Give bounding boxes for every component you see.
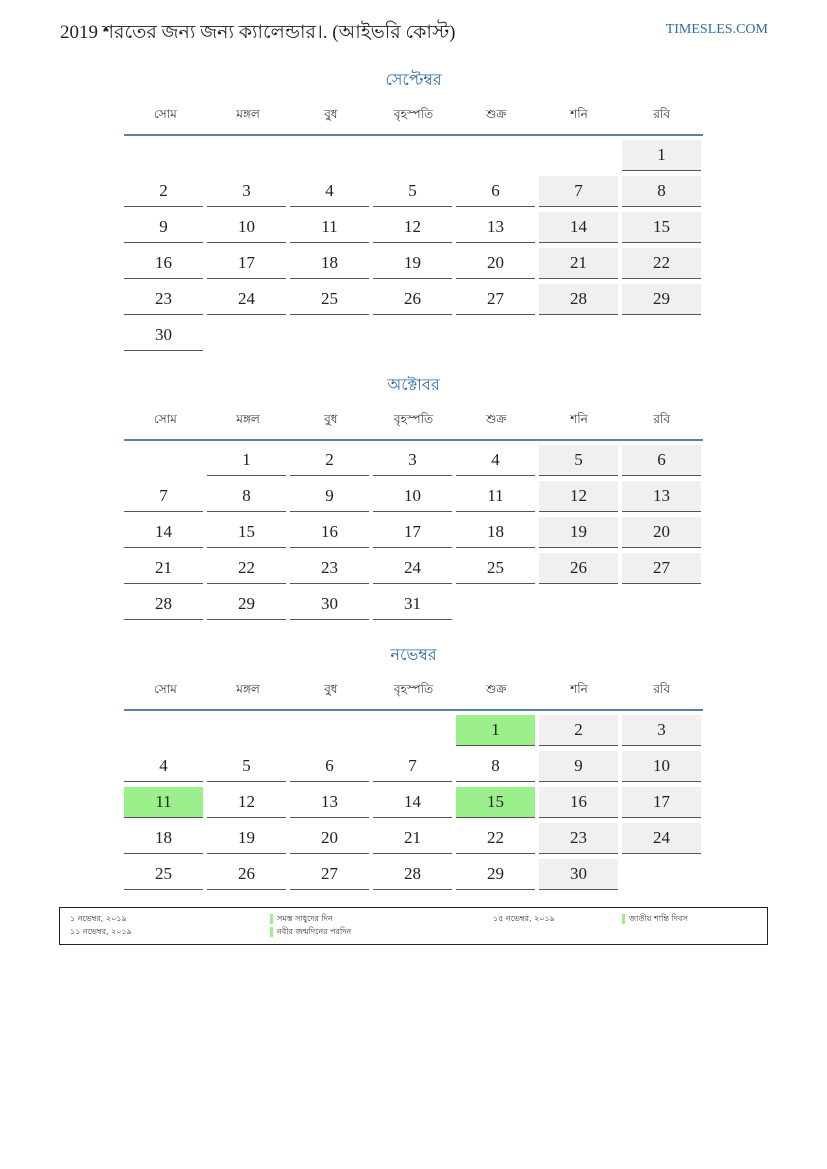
weekday-label: মঙ্গল [236,682,260,696]
day-cell[interactable]: 3 [622,715,701,746]
day-grid [124,711,703,890]
day-cell[interactable]: 16 [124,248,203,279]
day-cell[interactable]: 9 [539,751,618,782]
holiday-day-cell[interactable]: 15 [456,787,535,818]
empty-cell [124,140,203,170]
legend-holiday-name: জাতীয় শান্তি দিবস [622,913,688,925]
holiday-legend [59,907,768,945]
weekday-label: সোম [153,682,177,696]
day-cell[interactable]: 21 [373,823,452,854]
day-cell[interactable]: 3 [373,445,452,476]
weekday-label: শুক্র [486,412,507,426]
empty-cell [207,715,286,745]
day-cell[interactable]: 22 [622,248,701,279]
day-cell[interactable]: 6 [456,176,535,207]
day-cell[interactable]: 25 [124,859,203,890]
day-cell[interactable]: 29 [456,859,535,890]
day-cell[interactable]: 24 [622,823,701,854]
day-cell[interactable]: 27 [456,284,535,315]
legend-date: ১ নভেম্বর, ২০১৯ [70,914,127,923]
weekday-label: বুধ [324,412,338,426]
month-title: নভেম্বর [390,647,437,664]
day-cell[interactable]: 21 [539,248,618,279]
weekday-label: শুক্র [486,682,507,696]
month-calendar [124,645,703,890]
day-cell[interactable]: 28 [373,859,452,890]
day-cell[interactable]: 27 [290,859,369,890]
weekday-label: রবি [653,107,671,121]
day-cell[interactable]: 8 [622,176,701,207]
day-cell[interactable]: 6 [290,751,369,782]
day-cell[interactable]: 13 [456,212,535,243]
day-cell[interactable]: 12 [539,481,618,512]
day-cell[interactable]: 30 [539,859,618,890]
day-cell[interactable]: 23 [539,823,618,854]
day-cell[interactable]: 29 [622,284,701,315]
legend-date: ১৫ নভেম্বর, ২০১৯ [493,914,555,923]
day-cell[interactable]: 22 [207,553,286,584]
day-cell[interactable]: 13 [622,481,701,512]
day-cell[interactable]: 20 [622,517,701,548]
weekday-label: বুধ [324,107,338,121]
day-cell[interactable]: 7 [539,176,618,207]
month-calendar [124,375,703,620]
day-cell[interactable]: 23 [290,553,369,584]
day-cell[interactable]: 25 [290,284,369,315]
weekday-label: মঙ্গল [236,107,260,121]
weekday-label: শুক্র [486,107,507,121]
day-cell[interactable]: 26 [373,284,452,315]
weekday-label: মঙ্গল [236,412,260,426]
day-cell[interactable]: 16 [290,517,369,548]
weekday-header [124,673,703,711]
day-cell[interactable]: 14 [373,787,452,818]
day-cell[interactable]: 11 [456,481,535,512]
day-cell[interactable]: 5 [539,445,618,476]
day-cell[interactable]: 24 [207,284,286,315]
day-cell[interactable]: 7 [124,481,203,512]
legend-holiday-name: নবীর জন্মদিনের পরদিন [270,926,351,938]
day-cell[interactable]: 26 [207,859,286,890]
day-cell[interactable]: 7 [373,751,452,782]
day-cell[interactable]: 24 [373,553,452,584]
day-cell[interactable]: 13 [290,787,369,818]
day-cell[interactable]: 17 [622,787,701,818]
weekday-label: বৃহস্পতি [393,412,434,426]
day-cell[interactable]: 18 [456,517,535,548]
day-cell[interactable]: 2 [290,445,369,476]
day-cell[interactable]: 8 [456,751,535,782]
day-cell[interactable]: 4 [124,751,203,782]
empty-cell [456,140,535,170]
empty-cell [207,140,286,170]
month-title: অক্টোবর [387,377,440,394]
day-cell[interactable]: 27 [622,553,701,584]
day-cell[interactable]: 4 [456,445,535,476]
day-cell[interactable]: 31 [373,589,452,620]
day-cell[interactable]: 10 [622,751,701,782]
holiday-day-cell[interactable]: 11 [124,787,203,818]
page-title: 2019 শরতের জন্য জন্য ক্যালেন্ডার।. (আইভরি কোস্ট) [60,22,456,43]
day-cell[interactable]: 29 [207,589,286,620]
weekday-label: শনি [570,107,588,121]
empty-cell [539,140,618,170]
day-cell[interactable]: 6 [622,445,701,476]
day-cell[interactable]: 1 [207,445,286,476]
day-cell[interactable]: 3 [207,176,286,207]
day-cell[interactable]: 20 [290,823,369,854]
day-grid [124,441,703,620]
empty-cell [373,715,452,745]
day-cell[interactable]: 4 [290,176,369,207]
day-cell[interactable]: 18 [290,248,369,279]
day-cell[interactable]: 23 [124,284,203,315]
weekday-header [124,403,703,441]
empty-cell [124,715,203,745]
weekday-label: সোম [153,107,177,121]
day-cell[interactable]: 28 [124,589,203,620]
day-cell[interactable]: 22 [456,823,535,854]
day-cell[interactable]: 10 [373,481,452,512]
day-cell[interactable]: 26 [539,553,618,584]
day-cell[interactable]: 1 [622,140,701,171]
day-cell[interactable]: 25 [456,553,535,584]
day-cell[interactable]: 5 [207,751,286,782]
day-cell[interactable]: 9 [124,212,203,243]
day-cell[interactable]: 5 [373,176,452,207]
day-grid [124,136,703,351]
day-cell[interactable]: 10 [207,212,286,243]
day-cell[interactable]: 21 [124,553,203,584]
day-cell[interactable]: 2 [539,715,618,746]
day-cell[interactable]: 12 [207,787,286,818]
day-cell[interactable]: 17 [373,517,452,548]
month-calendar [124,70,703,351]
day-cell[interactable]: 8 [207,481,286,512]
day-cell[interactable]: 16 [539,787,618,818]
day-cell[interactable]: 18 [124,823,203,854]
empty-cell [124,445,203,475]
month-title: সেপ্টেম্বর [385,72,442,89]
day-cell[interactable]: 11 [290,212,369,243]
holiday-day-cell[interactable]: 1 [456,715,535,746]
day-cell[interactable]: 17 [207,248,286,279]
day-cell[interactable]: 15 [207,517,286,548]
day-cell[interactable]: 19 [207,823,286,854]
weekday-label: বুধ [324,682,338,696]
day-cell[interactable]: 14 [539,212,618,243]
weekday-label: বৃহস্পতি [393,107,434,121]
legend-date: ১১ নভেম্বর, ২০১৯ [70,927,132,936]
weekday-label: সোম [153,412,177,426]
day-cell[interactable]: 2 [124,176,203,207]
weekday-label: রবি [653,682,671,696]
day-cell[interactable]: 9 [290,481,369,512]
day-cell[interactable]: 19 [373,248,452,279]
empty-cell [290,715,369,745]
empty-cell [373,140,452,170]
weekday-header [124,98,703,136]
day-cell[interactable]: 14 [124,517,203,548]
weekday-label: রবি [653,412,671,426]
empty-cell [290,140,369,170]
site-link[interactable]: TIMESLES.COM [665,22,768,37]
day-cell[interactable]: 20 [456,248,535,279]
day-cell[interactable]: 30 [290,589,369,620]
legend-holiday-name: সমস্ত সাধুদের দিন [270,913,333,925]
day-cell[interactable]: 28 [539,284,618,315]
day-cell[interactable]: 30 [124,320,203,351]
weekday-label: বৃহস্পতি [393,682,434,696]
day-cell[interactable]: 12 [373,212,452,243]
day-cell[interactable]: 15 [622,212,701,243]
weekday-label: শনি [570,682,588,696]
weekday-label: শনি [570,412,588,426]
day-cell[interactable]: 19 [539,517,618,548]
